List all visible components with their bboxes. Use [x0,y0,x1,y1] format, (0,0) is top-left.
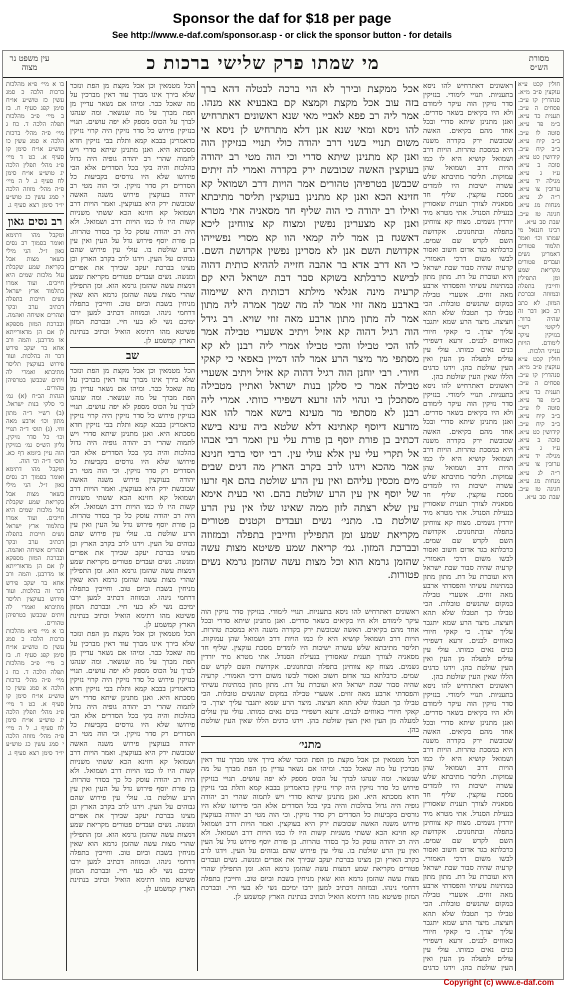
mishnah-label [201,736,419,753]
left-margin-text-repeat: בו א מיי׳ פ״א מהלכות ברכות הלכה כ סמג עשין כז טוש״ע או״ח סימן קפג סעיף ח. בז ב מיי׳ פ״ב מהלכות תפלה הלכה ד. כח ג מיי׳ פ״ה מהל׳ ברכות הלכה א סמג עשין כו טוש״ע או״ח סימן קו סעיף א. כט ד מיי׳ פ״ג מהל׳ תפלין הלכה יג טוש״ע או״ח סימן לח סעיף ג. ל ה מיי׳ פ״ה מהל׳ מזוזה הלכה י סמג עשין כג טוש״ע יו״ד סימן רצא סעיף ג. [6,628,64,757]
rashi-text: ראשונים דאתרחיש להו ניסא בתעניות. תנויי לימודי. בנזיקין סדר נזיקין הוה עיקר לימודם ולא היו בקיאים בשאר סדרים. ואנן מתנינן שיתא סדרי ובכל אחד מהם בקיאים. האשה שכובשת ירק בקדרה משנה היא במסכת טהרות. הויות דרב ושמואל קושיא היא לו כמו הויות דרב ושמואל שהן עמוקות. תליסר מתיבתא שלש עשרה ישיבות היו לומדים מסכת עוקצין. שליף חד מסאניה לצורך תענית שאסורין בנעילת הסנדל. אתי מטרא מיד יורדין גשמים. מצוח קא צווחינן בתפלה ובתחנונים. אקדושת השם לקדש שם שמים. כרבלתא בגד אדום חשוב ואסור לבשו משום דרכי האמורי. קרעיה שהיה סבור שבת ישראל היא ועוברת על דת. מתון מתון במתינות עשיתי והפסדתי ארבע מאה זוזים. אשערי טבילה במקום שהנשים טובלות. הכי טבילו כך תטבלו שלא תהא חציצה. מיצר הרע שמא יתגבר עליך יצרך. כי קאקי חיורי כאווזים לבנים. זרעא דשפירי בנים נאים כמותו. עולי עין עולים למעלה מן העין ואין העין שולטת בהן. וידגו כדגים הללו שאין העין שולטת בהן. [423,81,513,381]
mishnah-label-text: מתני׳ [298,738,322,752]
sponsor-subtitle: See http://www.e-daf.com/sponsor.asp - or click the sponsor button - for details [112,30,452,40]
sponsor-banner[interactable] [0,0,564,46]
copyright-link[interactable]: Copyright (c) www.e-daf.com [443,978,554,987]
rabbeinu-nissim-heading: רב נסים גאון [7,214,63,228]
tosafot-text: הכל מטמאין וכן אכל מקצת מן הפת ונזכר שלא בירך אינו מברך עוד דאין מברכין על מה שאכל כבר. ומיהו אם נשאר עדיין מן הפת מברך על מה שנשאר. ומה שנהגו לברך על הכוס מספק לא יפה עושים. תנויי בנזיקין פירוש כל סדר נזיקין היה קרוי נזיקין כדאמרינן בבבא קמא ותלת בבי נזיקין חדא מסכתא היא. ואנן מתנינן שיתא סדרי ויש לתמוה שהרי רב יהודה גופיה היה גדול בהלכות והיה בקי בכל הסדרים אלא הכי פירושו שלא היו גורסים בקביעות כל הסדרים רק סדר נזיקין. וכי הוה מטי רב יהודה בעוקצין פירוש משנה האשה שכובשת ירק היא בעוקצין. ואמר הויות דרב ושמואל קא חזינא הכא ששתי משניות קשות היו לו כמו הויות דרב ושמואל. ולא היה רב יהודה עוסק כל כך בסדר טהרות. בן פורת יוסף פירוש גדל על העין ואין עין הרע שולטת בו. עולי עין פירוש שהם גבוהים על העין. וידגו לרב בקרב הארץ וכן מצינו בברכת יעקב שבירך את אפרים ומנשה. נשים ועבדים פטורים מקריאת שמע דמצות עשה שהזמן גרמא הוא. ומן התפילין שהרי מצות עשה שהזמן גרמא הוא שאין מניחין בשבת וביום טוב. וחייבין בתפלה דרחמי נינהו. ובמזוזה דכתיב למען ירבו ימיכם נשי לא בעי חיי. ובברכת המזון פשיטא מהו דתימא הואיל וכתיב בנתינת הארץ קמשמע לן. [70,81,195,345]
masoret-text-repeat: חולין קכט ע״א עוקצין פ״ב מ״א. סנהדרין קו ע״ב. פסחים ה ע״ב. תענית כד ע״א. ב״מ פד ע״א. סוטה לו ע״ב. ב״ב קיח ע״א. ב״ב קיח ע״ב. קידושין כט ע״א. סוכה ב ע״א. ע״ז ג ע״א. מגילה יד ע״א. ערובין צו ע״א. ר״ה לג ע״א. מנחות מג ע״א. חגיגה טז ע״ב. שבת סב ע״א. [518,356,560,501]
masoret-bottom-text: רבינו חננאל מי שמתו וכו׳ ואמר תלמוד פטורים דאמרינן נשים ועבדים פטורים מקריאת שמע ומן התפילין וחייבין בתפלה ובמזוזה ובברכת המזון. לא כתב רב כאן דבר זה שהיה ברור. ליקוטי רש״י בנזיקין עיקר לימודם. הויות ענייני הלכות. [518,226,560,356]
column-divider [66,81,67,971]
talmud-page [2,50,564,980]
rashi-text-cont2: ראשונים דאתרחיש להו ניסא בתעניות. תנויי לימודי. בנזיקין סדר נזיקין הוה עיקר לימודם ולא היו בקיאים בשאר סדרים. ואנן מתנינן שיתא סדרי ובכל אחד מהם בקיאים. האשה שכובשת ירק בקדרה משנה היא במסכת טהרות. הויות דרב ושמואל קושיא היא לו כמו הויות דרב ושמואל שהן עמוקות. תליסר מתיבתא שלש עשרה ישיבות היו לומדים מסכת עוקצין. שליף חד מסאניה לצורך תענית שאסורין בנעילת הסנדל. אתי מטרא מיד יורדין גשמים. מצוח קא צווחינן בתפלה ובתחנונים. אקדושת השם לקדש שם שמים. כרבלתא בגד אדום חשוב ואסור לבשו משום דרכי האמורי. קרעיה שהיה סבור שבת ישראל היא ועוברת על דת. מתון מתון במתינות עשיתי והפסדתי ארבע מאה זוזים. אשערי טבילה במקום שהנשים טובלות. הכי טבילו כך תטבלו שלא תהא חציצה. מיצר הרע שמא יתגבר עליך יצרך. כי קאקי חיורי כאווזים לבנים. זרעא דשפירי בנים נאים כמותו. עולי עין עולים למעלה מן העין ואין העין שולטת בהן. וידגו כדגים [423,681,513,971]
lower-rashi-text: ראשונים דאתרחיש להו ניסא בתעניות. תנויי לימודי. בנזיקין סדר נזיקין הוה עיקר לימודם ולא היו בקיאים בשאר סדרים. ואנן מתנינן שיתא סדרי ובכל אחד מהם בקיאים. האשה שכובשת ירק בקדרה משנה היא במסכת טהרות. הויות דרב ושמואל קושיא היא לו כמו הויות דרב ושמואל שהן עמוקות. תליסר מתיבתא שלש עשרה ישיבות היו לומדים מסכת עוקצין. שליף חד מסאניה לצורך תענית שאסורין בנעילת הסנדל. אתי מטרא מיד יורדין גשמים. מצוח קא צווחינן בתפלה ובתחנונים. אקדושת השם לקדש שם שמים. כרבלתא בגד אדום חשוב ואסור לבשו משום דרכי האמורי. קרעיה שהיה סבור שבת ישראל היא ועוברת על דת. מתון מתון במתינות עשיתי והפסדתי ארבע מאה זוזים. אשערי טבילה במקום שהנשים טובלות. הכי טבילו כך תטבלו שלא תהא חציצה. מיצר הרע שמא יתגבר עליך יצרך. כי קאקי חיורי כאווזים לבנים. זרעא דשפירי בנים נאים כמותו. עולי עין עולים למעלה מן העין ואין העין שולטת בהן. וידגו כדגים הללו שאין העין שולטת בהן. [201,607,419,735]
ein-mishpat-text: בו א מיי׳ פ״א מהלכות ברכות הלכה כ סמג עשין כז טוש״ע או״ח סימן קפג סעיף ח. בז ב מיי׳ פ״ב מהלכות תפלה הלכה ד. כח ג מיי׳ פ״ה מהל׳ ברכות הלכה א סמג עשין כו טוש״ע או״ח סימן קו סעיף א. כט ד מיי׳ פ״ג מהל׳ תפלין הלכה יג טוש״ע או״ח סימן לח סעיף ג. ל ה מיי׳ פ״ה מהל׳ מזוזה הלכה י סמג עשין כג טוש״ע יו״ד סימן רצא סעיף ג. [6,81,64,210]
page-title: מי שמתו פרק שלישי ברכות כ [146,53,380,74]
rabbeinu-nissim-text: ומקבל מהו דתימא ואומר בסמוך רב נסים גאון ז״ל. הני מילי בשאר מצות אבל בקריאת שמע שקבלת עול מלכות שמים היא חייבים. ועוד אמרו בתלמוד ארץ ישראל נשים חייבות בתפלה דכתיב ערב ובקר וצהרים אשיחה ואהמה. ובברכת המזון מספקא לן אם הן מדאורייתא או מדרבנן. והמה ורב אחא בר יעקב פירש דבר זה בהלכות. ועוד פירוש בעוקצין תליסר מתיבתא ואמרי לה זיתים שכבשן בטרפיהן טהורים. [6,231,64,393]
ein-mishpat-label: עין משפט נר מצוה [9,54,50,72]
rashi-column [423,81,513,971]
left-margin-bottom-text: הגהות הב״ח (א) גמ׳ כי סלקי בנות ישראל. (ב) רש״י ד״ה מתון מתון וכו׳ ארבע מאה זוזי. (ג) תוס׳ ד״ה תנויי וכו׳ כל סדר נזיקין. גליון הש״ס גמ׳ בנזיקין הוה עיין ביומא דף כא. תוס׳ ד״ה וכי הוה. [6,393,64,466]
masoret-label: מסורת הש״ס [528,54,550,72]
lower-tosafot-text: הכל מטמאין וכן אכל מקצת מן הפת ונזכר שלא בירך אינו מברך עוד דאין מברכין על מה שאכל כבר. ומיהו אם נשאר עדיין מן הפת מברך על מה שנשאר. ומה שנהגו לברך על הכוס מספק לא יפה עושים. תנויי בנזיקין פירוש כל סדר נזיקין היה קרוי נזיקין כדאמרינן בבבא קמא ותלת בבי נזיקין חדא מסכתא היא. ואנן מתנינן שיתא סדרי ויש לתמוה שהרי רב יהודה גופיה היה גדול בהלכות והיה בקי בכל הסדרים אלא הכי פירושו שלא היו גורסים בקביעות כל הסדרים רק סדר נזיקין. וכי הוה מטי רב יהודה בעוקצין פירוש משנה האשה שכובשת ירק היא בעוקצין. ואמר הויות דרב ושמואל קא חזינא הכא ששתי משניות קשות היו לו כמו הויות דרב ושמואל. ולא היה רב יהודה עוסק כל כך בסדר טהרות. בן פורת יוסף פירוש גדל על העין ואין עין הרע שולטת בו. עולי עין פירוש שהם גבוהים על העין. וידגו לרב בקרב הארץ וכן מצינו בברכת יעקב שבירך את אפרים ומנשה. נשים ועבדים פטורים מקריאת שמע דמצות עשה שהזמן גרמא הוא. ומן התפילין שהרי מצות עשה שהזמן גרמא הוא שאין מניחין בשבת וביום טוב. וחייבין בתפלה דרחמי נינהו. ובמזוזה דכתיב למען ירבו ימיכם נשי לא בעי חיי. ובברכת המזון פשיטא מהו דתימא הואיל וכתיב בנתינת הארץ קמשמע לן. [201,755,419,901]
tosafot-section-label: שב [70,347,195,364]
sponsor-title: Sponsor the daf for $18 per page [172,10,392,26]
column-divider [515,81,516,971]
masoret-text: חולין קכט ע״א עוקצין פ״ב מ״א. סנהדרין קו ע״ב. פסחים ה ע״ב. תענית כד ע״א. ב״מ פד ע״א. סוטה לו ע״ב. ב״ב קיח ע״א. ב״ב קיח ע״ב. קידושין כט ע״א. סוכה ב ע״א. ע״ז ג ע״א. מגילה יד ע״א. ערובין צו ע״א. ר״ה לג ע״א. מנחות מג ע״א. חגיגה טז ע״ב. שבת סב ע״א. [518,81,560,226]
page-header [3,51,563,78]
left-margin-nissim-repeat: ומקבל מהו דתימא ואומר בסמוך רב נסים גאון ז״ל. הני מילי בשאר מצות אבל בקריאת שמע שקבלת עול מלכות שמים היא חייבים. ועוד אמרו בתלמוד ארץ ישראל נשים חייבות בתפלה דכתיב ערב ובקר וצהרים אשיחה ואהמה. ובברכת המזון מספקא לן אם הן מדאורייתא או מדרבנן. והמה ורב אחא בר יעקב פירש דבר זה בהלכות. ועוד פירוש בעוקצין תליסר מתיבתא ואמרי לה זיתים שכבשן בטרפיהן טהורים. [6,466,64,627]
column-divider [197,81,198,971]
right-margin-column [518,81,560,971]
tosafot-text-cont: הכל מטמאין וכן אכל מקצת מן הפת ונזכר שלא בירך אינו מברך עוד דאין מברכין על מה שאכל כבר. ומיהו אם נשאר עדיין מן הפת מברך על מה שנשאר. ומה שנהגו לברך על הכוס מספק לא יפה עושים. תנויי בנזיקין פירוש כל סדר נזיקין היה קרוי נזיקין כדאמרינן בבבא קמא ותלת בבי נזיקין חדא מסכתא היא. ואנן מתנינן שיתא סדרי ויש לתמוה שהרי רב יהודה גופיה היה גדול בהלכות והיה בקי בכל הסדרים אלא הכי פירושו שלא היו גורסים בקביעות כל הסדרים רק סדר נזיקין. וכי הוה מטי רב יהודה בעוקצין פירוש משנה האשה שכובשת ירק היא בעוקצין. ואמר הויות דרב ושמואל קא חזינא הכא ששתי משניות קשות היו לו כמו הויות דרב ושמואל. ולא היה רב יהודה עוסק כל כך בסדר טהרות. בן פורת יוסף פירוש גדל על העין ואין עין הרע שולטת בו. עולי עין פירוש שהם גבוהים על העין. וידגו לרב בקרב הארץ וכן מצינו בברכת יעקב שבירך את אפרים ומנשה. נשים ועבדים פטורים מקריאת שמע דמצות עשה שהזמן גרמא הוא. ומן התפילין שהרי מצות עשה שהזמן גרמא הוא שאין מניחין בשבת וביום טוב. וחייבין בתפלה דרחמי נינהו. ובמזוזה דכתיב למען ירבו ימיכם נשי לא בעי חיי. ובברכת המזון פשיטא מהו דתימא הואיל וכתיב בנתינת הארץ קמשמע לן. [70,365,195,630]
left-margin-column [6,81,64,971]
lower-commentary [201,607,419,971]
tosafot-text-cont2: הכל מטמאין וכן אכל מקצת מן הפת ונזכר שלא בירך אינו מברך עוד דאין מברכין על מה שאכל כבר. ומיהו אם נשאר עדיין מן הפת מברך על מה שנשאר. ומה שנהגו לברך על הכוס מספק לא יפה עושים. תנויי בנזיקין פירוש כל סדר נזיקין היה קרוי נזיקין כדאמרינן בבבא קמא ותלת בבי נזיקין חדא מסכתא היא. ואנן מתנינן שיתא סדרי ויש לתמוה שהרי רב יהודה גופיה היה גדול בהלכות והיה בקי בכל הסדרים אלא הכי פירושו שלא היו גורסים בקביעות כל הסדרים רק סדר נזיקין. וכי הוה מטי רב יהודה בעוקצין פירוש משנה האשה שכובשת ירק היא בעוקצין. ואמר הויות דרב ושמואל קא חזינא הכא ששתי משניות קשות היו לו כמו הויות דרב ושמואל. ולא היה רב יהודה עוסק כל כך בסדר טהרות. בן פורת יוסף פירוש גדל על העין ואין עין הרע שולטת בו. עולי עין פירוש שהם גבוהים על העין. וידגו לרב בקרב הארץ וכן מצינו בברכת יעקב שבירך את אפרים ומנשה. נשים ועבדים פטורים מקריאת שמע דמצות עשה שהזמן גרמא הוא. ומן התפילין שהרי מצות עשה שהזמן גרמא הוא שאין מניחין בשבת וביום טוב. וחייבין בתפלה דרחמי נינהו. ובמזוזה דכתיב למען ירבו ימיכם נשי לא בעי חיי. ובברכת המזון פשיטא מהו דתימא הואיל וכתיב בנתינת הארץ קמשמע לן. [70,629,195,894]
gemara-column [201,83,419,603]
rashi-text-cont: ראשונים דאתרחיש להו ניסא בתעניות. תנויי לימודי. בנזיקין סדר נזיקין הוה עיקר לימודם ולא היו בקיאים בשאר סדרים. ואנן מתנינן שיתא סדרי ובכל אחד מהם בקיאים. האשה שכובשת ירק בקדרה משנה היא במסכת טהרות. הויות דרב ושמואל קושיא היא לו כמו הויות דרב ושמואל שהן עמוקות. תליסר מתיבתא שלש עשרה ישיבות היו לומדים מסכת עוקצין. שליף חד מסאניה לצורך תענית שאסורין בנעילת הסנדל. אתי מטרא מיד יורדין גשמים. מצוח קא צווחינן בתפלה ובתחנונים. אקדושת השם לקדש שם שמים. כרבלתא בגד אדום חשוב ואסור לבשו משום דרכי האמורי. קרעיה שהיה סבור שבת ישראל היא ועוברת על דת. מתון מתון במתינות עשיתי והפסדתי ארבע מאה זוזים. אשערי טבילה במקום שהנשים טובלות. הכי טבילו כך תטבלו שלא תהא חציצה. מיצר הרע שמא יתגבר עליך יצרך. כי קאקי חיורי כאווזים לבנים. זרעא דשפירי בנים נאים כמותו. עולי עין עולים למעלה מן העין ואין העין שולטת בהן. וידגו כדגים הללו שאין העין שולטת בהן. [423,381,513,682]
gemara-text: אכל ממקצת ובירך לא הוי ברכה לבטלה דהא ברך בזה עוב אכל מקצת וקמצא קם באבעיא אא מנהו. אמר ליה רב פפא לאביי מאי שנא ראשונים דאתרחיש להו ניסא ומאי שנא אנן דלא מתרחיש לן ניסא אי משום תנויי בשני דרב יהודה כולי תנויי בנזיקין הוה ואנן קא מתנינן שיתא סדרי וכי הוה מטי רב יהודה בעוקצין האשה שכובשת ירק בקדרה ואמרי לה זיתים שכבשן בטרפיהן טהורים אמר הויות דרב ושמואל קא חזינא הכא ואנן קא מתנינן בעוקצין תליסר מתיבתא ואילו רב יהודה כי הוה שליף חד מסאניה אתי מטרא ואנן קא מצערינן נפשין ומצוח קא צווחינן ליכא דאשגח בן אמר ליה קמאי הוו קא מסרי נפשייהו אקדושת השם אנן לא מסרינן נפשין אקדושת השם. כי הא דרב אדא בר אהבה חזייה לההיא כותית דהוה לבישא כרבלתא בשוקא סבר דבת ישראל היא קם קרעיה מינה אגלאי מילתא דכותית היא שיימוה בארבע מאה זוזי אמר לה מה שמך אמרה ליה מתון אמר לה מתון מתון ארבע מאה זוזי שויא. רב גידל הוה רגיל דהוה קא אזיל ויתיב אשערי טבילה אמר להו הכי טבילו והכי טבילו אמרי ליה רבנן לא קא מסתפי מר מיצר הרע אמר להו דמיין באפאי כי קאקי חיורי. רבי יוחנן הוה רגיל דהוה קא אזיל ויתיב אשערי טבילה אמר כי סלקן בנות ישראל ואתיין מטבילה מסתכלן בי ונהוי להו זרעא דשפירי כוותי. אמרי ליה רבנן לא מסתפי מר מעינא בישא אמר להו אנא מזרעא דיוסף קאתינא דלא שלטא ביה עינא בישא דכתיב בן פורת יוסף בן פורת עלי עין ואמר רבי אבהו אל תקרי עלי עין אלא עולי עין. רבי יוסי ברבי חנינא אמר מהכא וידגו לרב בקרב הארץ מה דגים שבים מים מכסין עליהם ואין עין הרע שולטת בהם אף זרעו של יוסף אין עין הרע שולטת בהם. ואי בעית אימא עין שלא רצתה לזון ממה שאינו שלו אין עין הרע שולטת בו. מתני׳ נשים ועבדים וקטנים פטורים מקריאת שמע ומן התפילין וחייבין בתפלה ובמזוזה ובברכת המזון. גמ׳ קריאת שמע פשיטא מצות עשה שהזמן גרמא הוא וכל מצות עשה שהזמן גרמא נשים פטורות. [201,83,419,581]
tosafot-column [70,81,195,971]
